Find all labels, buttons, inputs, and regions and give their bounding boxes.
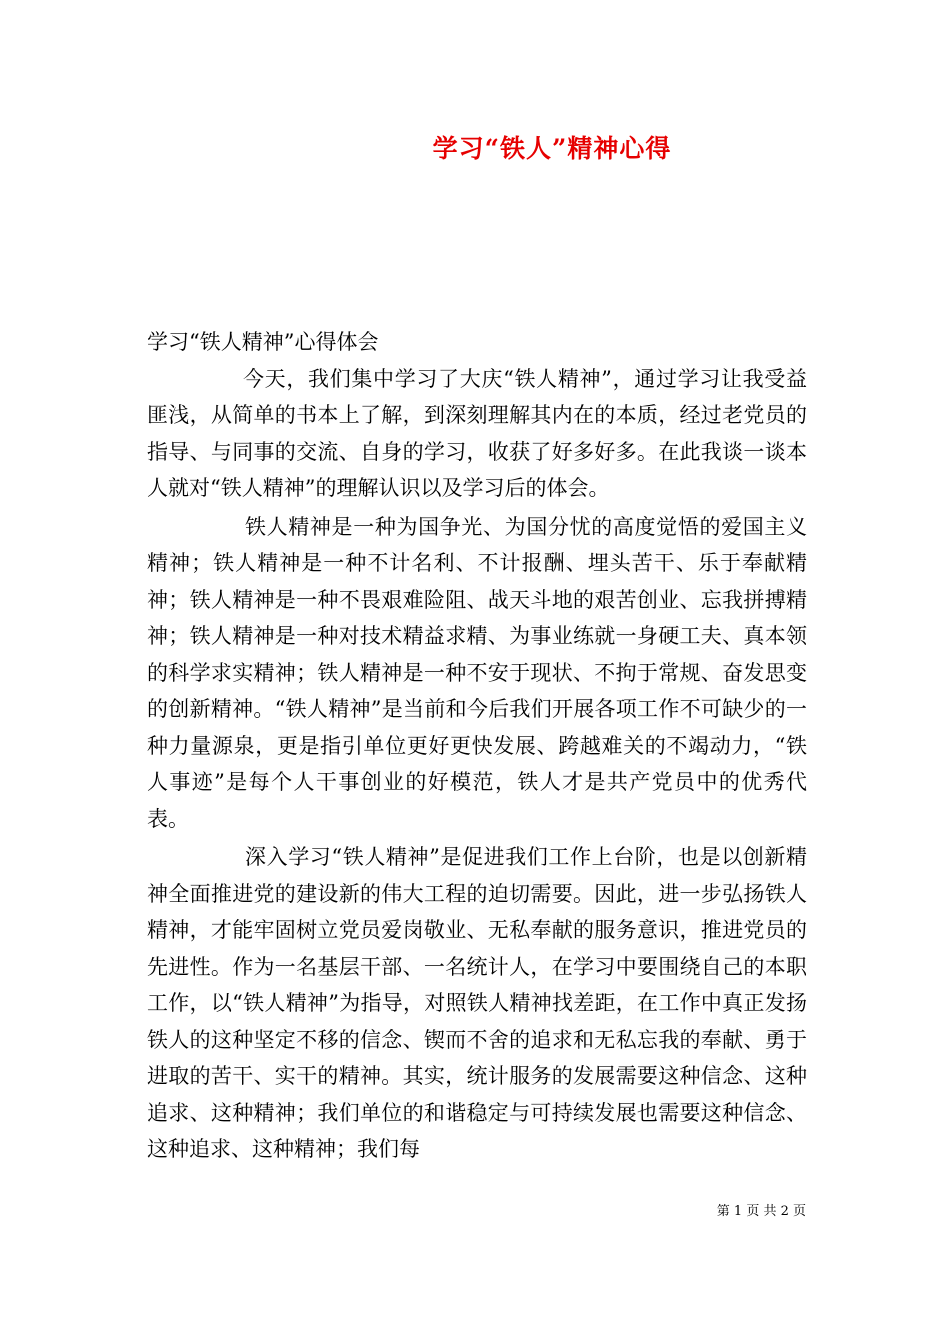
paragraph-1: 今天，我们集中学习了大庆“铁人精神”，通过学习让我受益匪浅，从简单的书本上了解，到深刻理解其内在的本质，经过老党员的指导、与同事的交流、自身的学习，收获了好多好多。在此我谈一谈本人就对“铁人精神”的理解认识以及学习后的体会。 bbox=[147, 366, 807, 500]
paragraph-2: 铁人精神是一种为国争光、为国分忧的高度觉悟的爱国主义精神；铁人精神是一种不计名利、不计报酬、埋头苦干、乐于奉献精神；铁人精神是一种不畏艰难险阻、战天斗地的艰苦创业、忘我拼搏精神；铁人精神是一种对技术精益求精、为事业练就一身硬工夫、真本领的科学求实精神；铁人精神是一种不安于现状、不拘于常规、奋发思变的创新精神。“铁人精神”是当前和今后我们开展各项工作不可缺少的一种力量源泉，更是指引单位更好更快发展、跨越难关的不竭动力，“铁人事迹”是每个人干事创业的好模范，铁人才是共产党员中的优秀代表。 bbox=[147, 514, 807, 831]
document-subtitle: 学习“铁人精神”心得体会 bbox=[147, 330, 379, 354]
document-body bbox=[147, 324, 807, 1168]
paragraph-3: 深入学习“铁人精神”是促进我们工作上台阶，也是以创新精神全面推进党的建设新的伟大工程的迫切需要。因此，进一步弘扬铁人精神，才能牢固树立党员爱岗敬业、无私奉献的服务意识，推进党员的先进性。作为一名基层干部、一名统计人，在学习中要围绕自己的本职工作，以“铁人精神”为指导，对照铁人精神找差距，在工作中真正发扬铁人的这种坚定不移的信念、锲而不舍的追求和无私忘我的奉献、勇于进取的苦干、实干的精神。其实，统计服务的发展需要这种信念、这种追求、这种精神；我们单位的和谐稳定与可持续发展也需要这种信念、这种追求、这种精神；我们每 bbox=[147, 845, 807, 1161]
page-number-footer: 第 1 页 共 2 页 bbox=[716, 1204, 806, 1219]
document-title: 学习“铁人”精神心得 bbox=[432, 134, 672, 163]
